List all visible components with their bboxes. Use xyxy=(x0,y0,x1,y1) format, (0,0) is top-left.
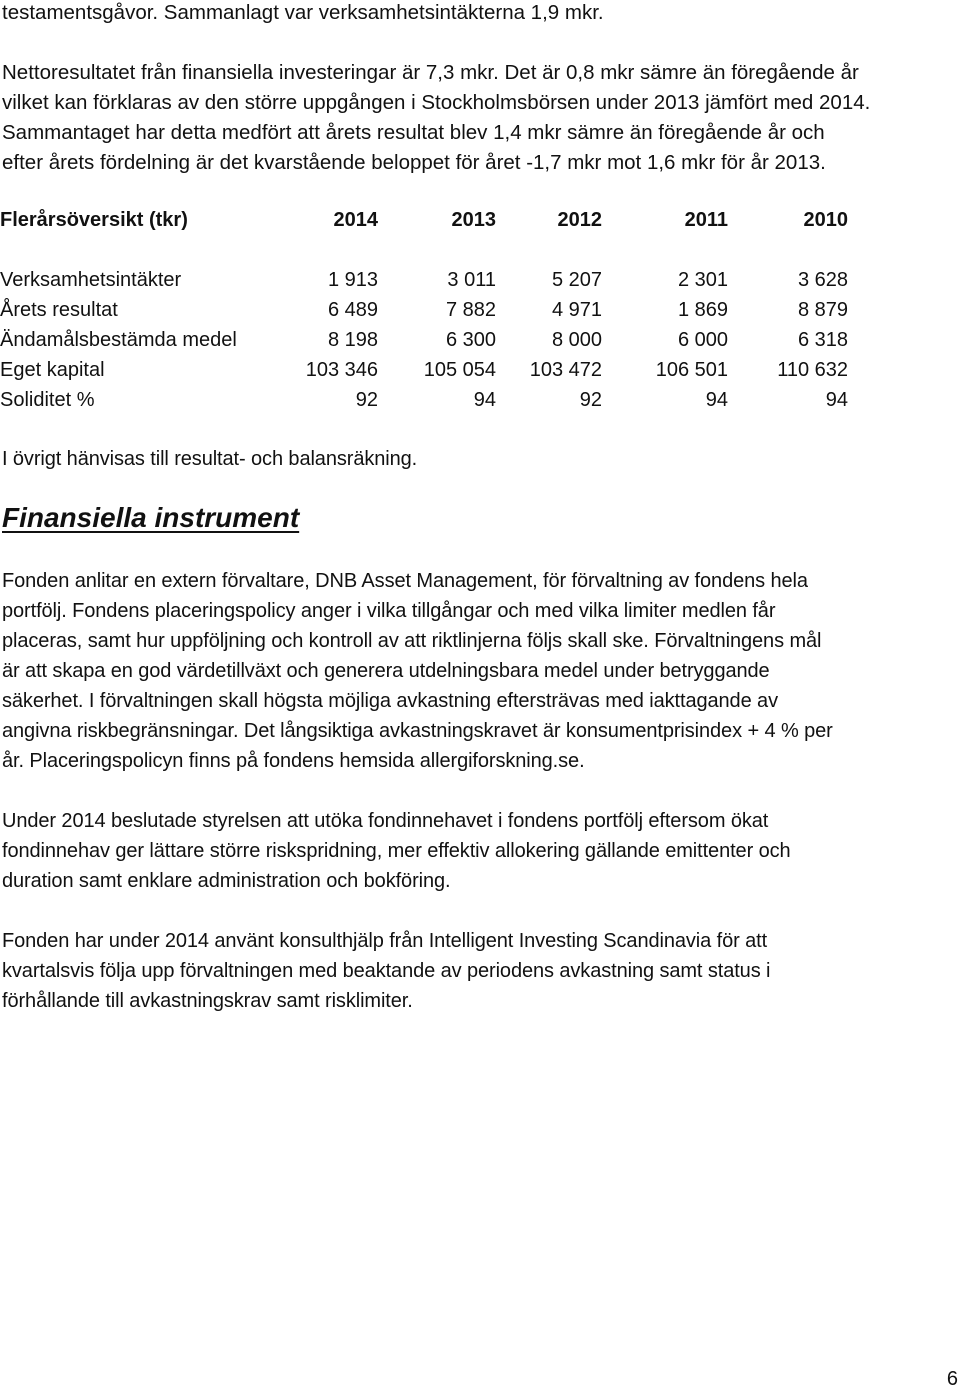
table-cell: 5 207 xyxy=(551,268,602,291)
table-cell: 4 971 xyxy=(551,298,602,321)
table-cell: 1 869 xyxy=(677,298,728,321)
section-paragraph-2 xyxy=(2,806,952,896)
text-line: kvartalsvis följa upp förvaltningen med beaktande av periodens avkastning samt status i xyxy=(2,960,771,982)
table-cell: Ändamålsbestämda medel xyxy=(0,328,237,351)
table-cell: 8 879 xyxy=(797,298,848,321)
table-cell: 6 300 xyxy=(445,328,496,351)
text-line: fondinnehav ger lättare större riskspridning, mer effektiv allokering gällande emittenter och xyxy=(2,840,791,862)
table-header-cell: Flerårsöversikt (tkr) xyxy=(0,208,188,231)
text-line: I övrigt hänvisas till resultat- och balansräkning. xyxy=(2,448,418,470)
table-cell: Årets resultat xyxy=(0,298,118,321)
text-line: placeras, samt hur uppföljning och kontroll av att riktlinjerna följs skall ske. Förvaltningens mål xyxy=(2,630,822,652)
section-paragraph-1 xyxy=(2,566,952,776)
text-line: portfölj. Fondens placeringspolicy anger i vilka tillgångar och med vilka limiter medlen får xyxy=(2,600,776,622)
text-line: Fonden anlitar en extern förvaltare, DNB Asset Management, för förvaltning av fondens hela xyxy=(2,570,808,592)
table-spacer xyxy=(0,235,848,265)
multi-year-overview-table xyxy=(0,205,848,415)
table-cell: Soliditet % xyxy=(0,388,95,411)
table-cell: 1 913 xyxy=(327,268,378,291)
overview-note xyxy=(2,444,952,474)
table-cell: 8 198 xyxy=(327,328,378,351)
table-row xyxy=(0,385,848,415)
table-cell: 6 318 xyxy=(797,328,848,351)
table-cell: 103 472 xyxy=(529,358,602,381)
table-cell: 6 489 xyxy=(327,298,378,321)
section-paragraph-3 xyxy=(2,926,952,1016)
text-line: Sammantaget har detta medfört att årets resultat blev 1,4 mkr sämre än föregående år och xyxy=(2,121,825,144)
table-header-row xyxy=(0,205,848,235)
table-cell: 92 xyxy=(355,388,378,411)
section-heading: Finansiella instrument xyxy=(2,502,300,533)
table-row xyxy=(0,295,848,325)
table-cell: 94 xyxy=(825,388,848,411)
table-cell: Eget kapital xyxy=(0,358,105,381)
intro-paragraph-1 xyxy=(2,0,952,28)
table-row xyxy=(0,325,848,355)
table-header-cell: 2010 xyxy=(803,208,848,231)
text-line: angivna riskbegränsningar. Det långsiktiga avkastningskravet är konsumentprisindex + 4 % per xyxy=(2,720,833,742)
text-line: är att skapa en god värdetillväxt och generera utdelningsbara medel under betryggande xyxy=(2,660,770,682)
text-line: efter årets fördelning är det kvarstående beloppet för året -1,7 mkr mot 1,6 mkr för år 2013. xyxy=(2,151,826,174)
table-cell: Verksamhetsintäkter xyxy=(0,268,182,291)
table-cell: 94 xyxy=(705,388,728,411)
table-header-cell: 2013 xyxy=(451,208,496,231)
table-cell: 6 000 xyxy=(677,328,728,351)
text-line: vilket kan förklaras av den större uppgången i Stockholmsbörsen under 2013 jämfört med 2014. xyxy=(2,91,871,114)
intro-paragraph-2 xyxy=(2,58,952,178)
table-row xyxy=(0,355,848,385)
text-line: testamentsgåvor. Sammanlagt var verksamhetsintäkterna 1,9 mkr. xyxy=(2,1,604,24)
text-line: Nettoresultatet från finansiella investeringar är 7,3 mkr. Det är 0,8 mkr sämre än föregående år xyxy=(2,61,859,84)
text-line: Under 2014 beslutade styrelsen att utöka fondinnehavet i fondens portfölj eftersom ökat xyxy=(2,810,769,832)
table-cell: 3 011 xyxy=(447,268,496,291)
table-cell: 110 632 xyxy=(777,358,848,381)
table-cell: 94 xyxy=(473,388,496,411)
table-row xyxy=(0,265,848,295)
text-line: duration samt enklare administration och bokföring. xyxy=(2,870,451,892)
table-header-cell: 2011 xyxy=(684,208,728,231)
table-header-cell: 2012 xyxy=(557,208,602,231)
table-cell: 3 628 xyxy=(797,268,848,291)
table-cell: 8 000 xyxy=(551,328,602,351)
table-cell: 7 882 xyxy=(445,298,496,321)
table-cell: 106 501 xyxy=(655,358,728,381)
text-line: år. Placeringspolicyn finns på fondens hemsida allergiforskning.se. xyxy=(2,750,585,772)
table-cell: 2 301 xyxy=(677,268,728,291)
table-cell: 105 054 xyxy=(423,358,496,381)
text-line: säkerhet. I förvaltningen skall högsta möjliga avkastning eftersträvas med iakttagande av xyxy=(2,690,778,712)
table-header-cell: 2014 xyxy=(333,208,378,231)
text-line: förhållande till avkastningskrav samt risklimiter. xyxy=(2,990,413,1012)
text-line: Fonden har under 2014 använt konsulthjälp från Intelligent Investing Scandinavia för att xyxy=(2,930,768,952)
page-number: 6 xyxy=(946,1368,958,1390)
table-cell: 103 346 xyxy=(305,358,378,381)
table-cell: 92 xyxy=(579,388,602,411)
